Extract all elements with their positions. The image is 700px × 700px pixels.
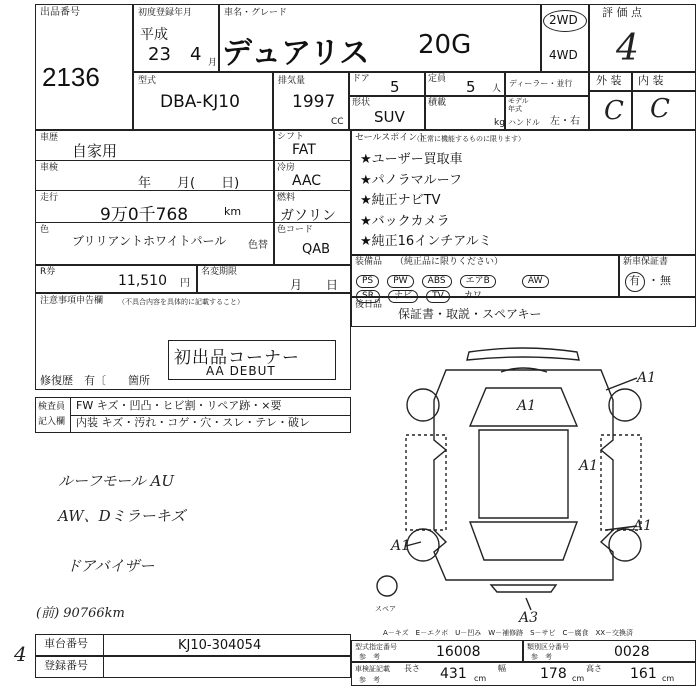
car-label: 車名・グレード [224,8,288,18]
equip-label: 装備品 [355,257,383,267]
reg-month: 4 [190,44,202,65]
capacity-label: 定員 [428,74,447,84]
sales-point: ★純正16インチアルミ [360,234,492,249]
history-label: 車歴 [40,133,59,143]
model-label: 型式 [138,76,157,86]
docs: 保証書・取説・スペアキー [398,307,542,321]
era: 平成 [140,27,168,43]
reg-label: 初度登録年月 [138,8,193,18]
mark-a1-top: A1 [517,398,537,414]
hand-note-4: (前) 90766km [36,606,125,621]
legend: A－キズ E－エクボ U－凹み W－補修跡 S－サビ C－腐食 XX－交換済 [383,629,634,637]
pointer-a1-tr [606,378,637,390]
shape: SUV [374,108,405,126]
reg-year: 23 [148,44,171,65]
rear-label: 後日品 [355,300,383,310]
class-ref-label: 参 考 [531,653,552,661]
equip-small: （純正品に限りください） [395,257,504,267]
length-label: 長さ [404,664,420,673]
warranty-yes: 有 [629,274,640,287]
length-unit: cm [474,674,487,683]
height-label: 高さ [586,664,602,673]
grade: 20G [418,30,472,60]
equip-abs: ABS [422,275,452,288]
sales-small: （正常に機能するものに限ります） [413,135,525,143]
inspector-label2: 記入欄 [38,417,66,427]
spare-label: スペア [375,605,396,613]
mark-a3: A3 [519,610,539,626]
height-unit: cm [662,674,675,683]
sales-point: ★パノラマルーフ [360,172,463,188]
doors: 5 [390,78,400,96]
shape-label: 形状 [352,98,371,108]
sales-point: ★ユーザー買取車 [360,152,463,167]
recycle-box [35,265,197,293]
displacement: 1997 [292,92,336,112]
mark-a1-bl: A1 [391,538,411,554]
pointer-a3 [526,598,531,610]
equip-aw: AW [522,275,549,288]
ext-int-hline [589,90,696,92]
equip-pw: PW [387,275,413,288]
interior-line: 内装 キズ・汚れ・コゲ・穴・スレ・テレ・破レ [76,416,311,429]
repair-label: 修復歴 [40,374,73,387]
score-label: 評 価 点 [602,6,642,19]
fuel-label: 燃料 [277,193,296,203]
mark-a1-mid: A1 [579,458,599,474]
warranty-sep: ・ [648,274,659,287]
equip-tv: TV [426,290,450,303]
recycle: 11,510 [118,273,167,289]
mark-a1-br: A1 [633,518,653,534]
notes-small: （不具合内容を具体的に記載すること） [118,298,244,306]
model-year-label: モデル 年式 [508,97,529,113]
equip-airbag: エアB [460,275,496,288]
load-label: 積載 [428,98,447,108]
warranty-label: 新車保証書 [623,257,669,267]
type-no: 16008 [436,644,481,660]
wheel-fr [609,389,641,421]
capacity-unit: 人 [492,84,502,94]
capacity: 5 [466,78,476,96]
dims-label: 車検証記載 [355,665,390,673]
width: 178 [540,666,567,682]
history: 自家用 [72,142,118,160]
exterior-line: FW キズ・凹凸・ヒビ割・リペア跡・×要 [76,399,282,412]
sales-label: セールスポイント [355,133,427,143]
cabin-rear [470,522,577,560]
debut-sub: AA DEBUT [206,364,276,378]
width-label: 幅 [498,664,506,673]
sales-point: ★バックカメラ [360,213,450,229]
class-no-label: 類別区分番号 [527,643,569,651]
cooling-label: 冷房 [277,163,296,173]
warranty-no: 無 [660,274,671,287]
car-name: デュアリス [222,36,370,71]
name-change-label: 名変期限 [201,267,238,277]
fuel: ガソリン [280,208,336,224]
mileage: 9万0千768 [100,205,189,225]
wheel-spare [377,576,397,596]
load-unit: kg [494,118,505,128]
shaken: 年 月( 日) [138,176,240,191]
drive-2wd: 2WD [549,13,578,27]
score: 4 [616,28,639,69]
disp-label: 排気量 [278,76,306,86]
color-label: 色 [40,225,50,235]
height: 161 [630,666,657,682]
lot-number: 2136 [42,62,100,92]
mech-row2 [274,190,351,191]
mileage-unit: km [224,205,242,218]
handle-label: ハンドル [508,118,540,127]
length: 431 [440,666,467,682]
int-label: 内 装 [638,74,664,87]
recycle-label: R券 [40,267,56,277]
sales-points [360,150,492,253]
equip-ps: PS [356,275,379,288]
cooling: AAC [292,173,322,189]
dims-ref-label: 参 考 [359,676,380,684]
debut-title: 初出品コーナー [174,348,300,368]
chassis: KJ10-304054 [178,638,262,653]
shift-label: シフト [277,132,305,142]
ext-label: 外 装 [596,74,622,87]
color-code-label: 色コード [277,225,314,235]
history-row1 [35,160,274,161]
margin-mark: 4 [14,642,27,666]
mark-a1-tr: A1 [637,370,657,386]
lot-label: 出品番号 [40,7,80,18]
color-code: QAB [302,242,331,257]
left-door [406,435,446,530]
equip-leather: カワ [463,291,482,301]
recycle-unit: 円 [180,278,190,289]
name-change: 月 日 [290,278,339,292]
rear-bumper [491,585,556,592]
int-grade: C [650,94,670,124]
class-no: 0028 [614,644,650,660]
notes-label: 注意事項申告欄 [40,296,104,306]
car-diagram [351,330,696,630]
reg-no-label: 登録番号 [44,659,88,672]
shaken-label: 車検 [40,163,59,173]
shift: FAT [292,142,316,158]
disp-unit: CC [331,117,344,127]
equip-sr: SR [356,290,380,303]
chassis-label: 車台番号 [44,637,88,650]
hand-note-2: AW、Dミラーキズ [58,507,186,525]
inspector-label1: 検査員 [38,402,66,412]
mech-row1 [274,160,351,161]
roof-top-line [467,348,579,360]
mileage-label: 走行 [40,193,59,203]
reg-month-unit: 月 [208,58,218,68]
dealer-label: ディーラー・並行 [509,79,573,88]
hand-note-1: ルーフモール AU [58,472,174,490]
equip-navi: ナビ [388,290,418,303]
right-door [601,435,641,530]
handle: 左・右 [550,116,580,127]
repair: 有〔 箇所 [84,374,150,387]
doors-label: ドア [352,74,370,84]
color-change-label: 色替 [248,240,268,251]
type-no-label: 型式指定番号 [355,643,397,651]
color: ブリリアントホワイトパール [72,234,227,248]
type-ref-label: 参 考 [359,653,380,661]
ext-grade: C [604,96,624,126]
sales-point: ★純正ナビTV [360,193,441,208]
model: DBA-KJ10 [160,92,240,112]
ext-int-divider [631,72,633,130]
roof-panel [479,430,568,518]
width-unit: cm [572,674,585,683]
hand-note-3: ドアバイザー [66,557,155,575]
drive-4wd: 4WD [549,48,578,62]
